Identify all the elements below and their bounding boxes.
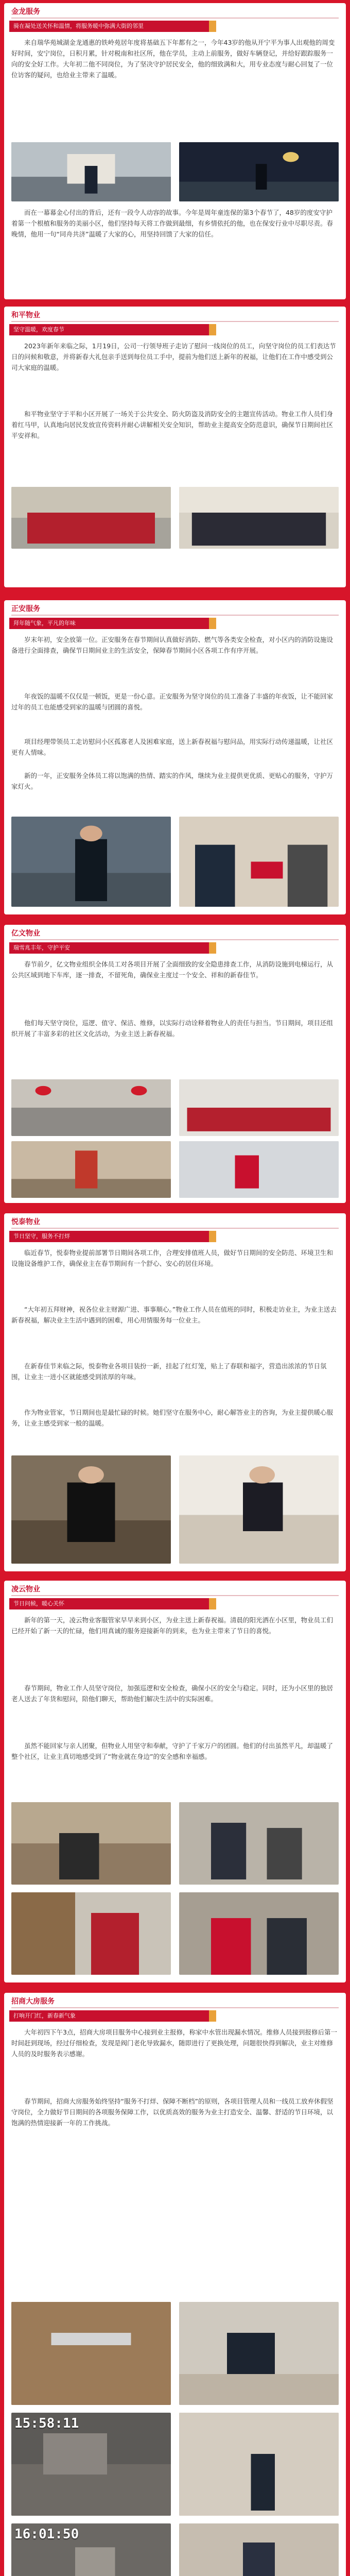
- section-title: 凌云物业: [11, 1585, 40, 1594]
- photo-row: [11, 1079, 339, 1136]
- title-divider: [11, 1595, 339, 1596]
- section-banner: 打响开门红，新春新气象: [9, 2010, 216, 2022]
- section-title: 和平物业: [11, 311, 40, 319]
- paragraph: 大年初四下午3点，招商大房项目服务中心接到业主报修，称家中水管出现漏水情况。维修人员接到报修后第一时间赶到现场，经过仔细检查，发现是阀门老化导致漏水，随即进行了更换处理，问题很快得到解决，业主对维修人员的及时服务表示感谢。: [11, 2028, 337, 2058]
- paragraph: 春节前夕，亿文物业组织全体员工对各项目开展了全面细致的安全隐患排查工作，从消防设施到电梯运行，从公共区域到地下车库，逐一排查，不留死角，确保业主度过一个安全、祥和的新春佳节。: [11, 960, 334, 979]
- photo-row: [11, 817, 339, 907]
- paragraph: 临近春节，悦泰物业提前部署节日期间各项工作，合理安排值班人员，做好节日期间的安全防范、环境卫生和设施设备维护工作，确保业主在春节期间有一个舒心、安心的居住环境。: [11, 1249, 334, 1267]
- photo-row: [11, 142, 339, 201]
- paragraph: 岁末年初，安全放第一位。正安服务在春节期间认真做好消防、燃气等各类安全检查，对小区内的消防设施设备进行全面排查，确保节日期间业主的生活安全，保障春节期间小区各项工作有序开展。: [11, 636, 334, 654]
- section-banner: 瑞雪兆丰年，守护平安: [9, 942, 216, 954]
- title-divider: [11, 939, 339, 940]
- photo-row: [11, 487, 339, 549]
- paragraph: 项目经理带领员工走访慰问小区孤寡老人及困难家庭，送上新春祝福与慰问品，用实际行动传递温暖，让社区更有人情味。: [11, 738, 334, 756]
- section-banner: 节日坚守，服务不打烊: [9, 1231, 216, 1242]
- photo-corridor: [179, 2413, 339, 2516]
- photo-repair-kitchen: [179, 2302, 339, 2405]
- photo-night-patrol: [179, 142, 339, 201]
- photo-cleaning: [11, 1141, 171, 1198]
- paragraph: 新年的第一天，凌云物业客服管家早早来到小区，为业主送上新春祝福。清晨的阳光洒在小区里，物业员工们已经开始了新一天的忙碌，他们用真诚的服务迎接新年的到来，也为业主带来了节日的喜悦。: [11, 1616, 334, 1635]
- paragraph: 春节期间，物业工作人员坚守岗位，加强巡逻和安全检查，确保小区的安全与稳定。同时，还为小区里的独居老人送去了年货和慰问，陪他们聊天，帮助他们解决生活中的实际困难。: [11, 1684, 334, 1703]
- photo-group-visit: [179, 487, 339, 549]
- section-banner: 骑在凝处送关怀和温情，将服务暖中弥满大街的邻里: [9, 21, 216, 32]
- title-divider: [11, 321, 339, 322]
- paragraph: 和平物业坚守于平和小区开展了一场关于公共安全、防火防盗及消防安全的主题宣传活动。物业工作人员们身着红马甲，认真地向居民发放宣传资料并耐心讲解相关安全知识，帮助业主提高安全防范意识，确保节日期间社区平安祥和。: [11, 410, 334, 439]
- photo-time-stamp: 16:01:50: [14, 2527, 79, 2542]
- title-divider: [11, 18, 339, 19]
- photo-front-desk: [179, 1455, 339, 1564]
- paragraph: 虽然不能回家与亲人团聚，但物业人用坚守和奉献，守护了千家万户的团圆。他们的付出虽然平凡，却温暖了整个社区，让业主真切地感受到了“物业就在身边”的安全感和幸福感。: [11, 1742, 334, 1760]
- photo-row: [11, 1455, 339, 1564]
- photo-security-guard: [11, 817, 171, 907]
- title-divider: [11, 1228, 339, 1229]
- section-yuetai: [4, 1213, 346, 1571]
- paragraph: 新的一年，正安服务全体员工将以饱满的热情、踏实的作风，继续为业主提供更优质、更贴心的服务，守护万家灯火。: [11, 772, 334, 790]
- photo-row: [11, 2302, 339, 2405]
- paragraph: 年夜饭的温暖不仅仅是一顿饭，更是一份心意。正安服务为坚守岗位的员工准备了丰盛的年夜饭，让不能回家过年的员工也能感受到家的温暖与团圆的喜悦。: [11, 692, 334, 711]
- photo-gift-giving: [179, 817, 339, 907]
- section-zhaoshang: [4, 1993, 346, 2576]
- photo-guard-booth: [11, 142, 171, 201]
- photo-time-stamp: 15:58:11: [14, 2416, 79, 2431]
- section-title: 亿文物业: [11, 929, 40, 938]
- photo-row: [11, 2413, 339, 2516]
- section-banner: 坚守温暖，欢度春节: [9, 324, 216, 335]
- photo-staff-group: [179, 1079, 339, 1136]
- section-zhengan: [4, 600, 346, 914]
- photo-home-visit: [179, 1802, 339, 1885]
- photo-timestamp-2: [11, 2523, 171, 2576]
- section-title: 金龙服务: [11, 8, 40, 16]
- title-divider: [11, 2007, 339, 2008]
- section-yiwen: [4, 925, 346, 1203]
- section-title: 悦泰物业: [11, 1218, 40, 1226]
- photo-row: [11, 1141, 339, 1198]
- photo-row: [11, 1802, 339, 1885]
- photo-kitchen-visit: [11, 1802, 171, 1885]
- photo-fire-check: [179, 1141, 339, 1198]
- photo-concierge: [11, 1455, 171, 1564]
- paragraph: 在新春佳节来临之际，悦泰物业各项目装扮一新，挂起了红灯笼，贴上了春联和福字，营造出浓浓的节日氛围，让业主一进小区就能感受到浓厚的年味。: [11, 1362, 327, 1381]
- paragraph: “大年初五拜财神，祝各位业主财源广进、事事顺心。”物业工作人员在值班的同时，积极走访业主，为业主送去新春祝福，解决业主生活中遇到的困难，用心用情服务每一位业主。: [11, 1306, 337, 1324]
- section-banner: 节日问候，暖心关怀: [9, 1598, 216, 1609]
- section-heping: [4, 307, 346, 587]
- paragraph: 他们每天坚守岗位，巡逻、值守、保洁、维修，以实际行动诠释着物业人的责任与担当。节日期间，项目还组织开展了丰富多彩的社区文化活动，为业主送上新春祝福。: [11, 1019, 334, 1038]
- photo-elderly-care: [179, 1892, 339, 1975]
- section-banner: 拜年随气象，平凡的年味: [9, 618, 216, 629]
- photo-row: [11, 1892, 339, 1975]
- photo-mopping: [179, 2523, 339, 2576]
- photo-timestamp-1: [11, 2413, 171, 2516]
- section-jinlong: [4, 3, 346, 299]
- photo-row: [11, 2523, 339, 2576]
- section-title: 正安服务: [11, 605, 40, 613]
- paragraph: 而在一幕幕金心付出的背后，还有一段令人动容的故事。今年是周年童连保的第3个春节了，48岁的度安守护着第一个根植和服务的美丽小区，他们坚持每天将工作做到最细，有乡情依托的他，也在保安行业中尽职尽责。春晚情，他用一句“同舟共济”温暖了大家的心，用坚持回馈了大家的信任。: [11, 209, 334, 238]
- section-lingyun: [4, 1581, 346, 1982]
- title-divider: [11, 615, 339, 616]
- paragraph: 春节期间，招商大房服务始终坚持“服务不打烊、保障不断档”的原则，各项目管理人员和一线员工放弃休假坚守岗位，全力做好节日期间的各项服务保障工作，以优质高效的服务为业主打造安全、温馨、舒适的节日环境，以饱满的热情迎接新一年的工作挑战。: [11, 2097, 334, 2127]
- photo-staff-lineup: [11, 487, 171, 549]
- paragraph: 2023年新年来临之际，1月19日，公司一行领导班子走访了慰问一线岗位的员工，向坚守岗位的员工们表达节日的问候和敬意，并将新春大礼包亲手送到每位员工手中，提前为他们送上新年的祝福，让他们在工作中感受到公司大家庭的温暖。: [11, 342, 336, 371]
- section-title: 招商大房服务: [11, 1997, 55, 2006]
- paragraph: 作为物业管家，节日期间也是最忙碌的时候。她们坚守在服务中心，耐心解答业主的咨询，为业主提供暖心服务，让业主感受到家一般的温暖。: [11, 1409, 334, 1427]
- photo-repair-pipe: [11, 2302, 171, 2405]
- photo-doorway: [11, 1892, 171, 1975]
- photo-community-lanterns: [11, 1079, 171, 1136]
- paragraph: 来自瑞华苑城湖金龙通惠的铁岭苑居年度将基础五下年都有之一，今年43岁的他从开宁平为事人出观他的周变好时间，安宁岗位，日积月累，针对税南和社区所，他在学员，主动上前服务，做好车辆登记，并给好跟踪服务一向的安全好工作。大年初二他不同岗位，为了坚决守护居民安全，他的细致满和大，用专业态度与耐心回复了一位位访客的疑问，也给业主带来了温暖。: [11, 39, 335, 79]
